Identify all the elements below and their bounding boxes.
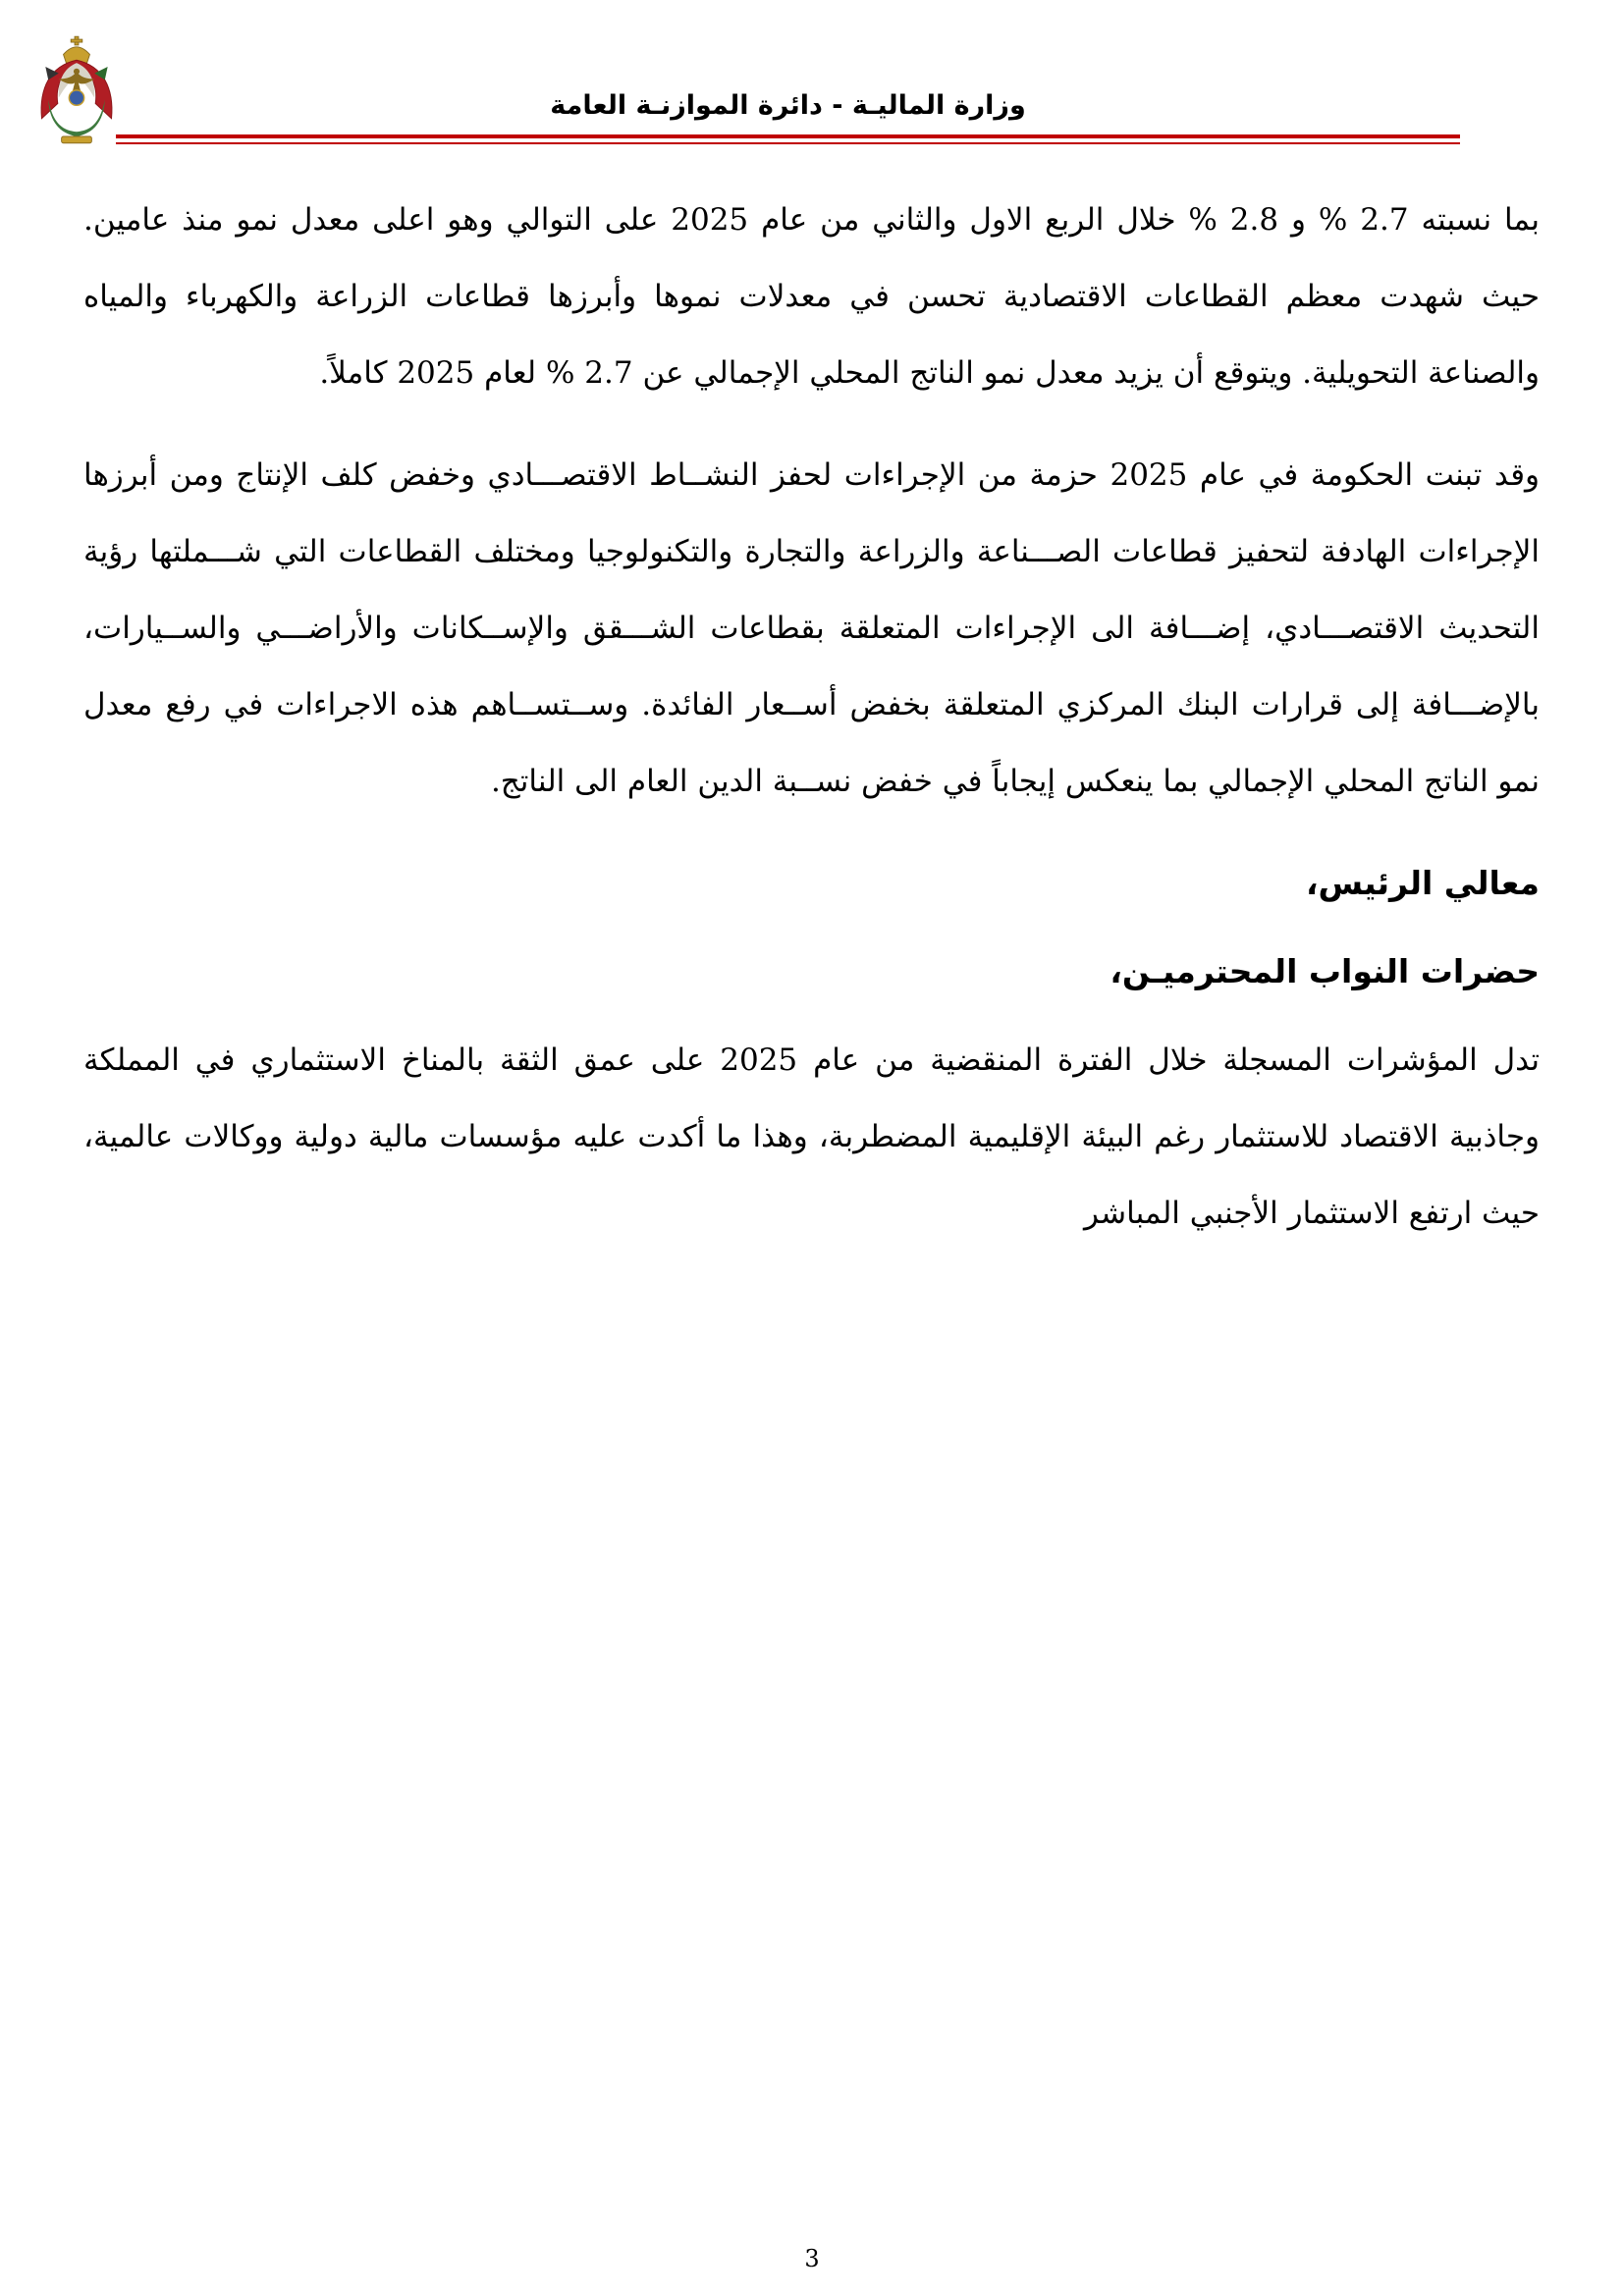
paragraph-investment-indicators: تدل المؤشرات المسجلة خلال الفترة المنقضية من عام 2025 على عمق الثقة بالمناخ الاستثماري في المملكة وجاذبية الاقتصاد للاستثمار رغم البيئة الإقليمية المضطربة، وهذا ما أكدت عليه مؤسسات مالية دولية ووكالات عالمية، حيث ارتفع الاستثمار الأجنبي المباشر <box>83 1042 1541 1231</box>
header-double-rule <box>116 134 1460 144</box>
ministry-header-title: وزارة الماليـة - دائرة الموازنـة العامة <box>550 90 1026 121</box>
heading-speaker-address: معالي الرئيس، <box>1306 864 1540 902</box>
page-footer <box>0 2245 1624 2272</box>
document-header <box>0 0 1624 144</box>
jordan-coat-of-arms-icon <box>29 33 124 145</box>
page-number: 3 <box>804 2245 820 2272</box>
heading-deputies-address: حضرات النواب المحترميـن، <box>1110 952 1540 990</box>
paragraph-growth-rates: بما نسبته 2.7 % و 2.8 % خلال الربع الاول والثاني من عام 2025 على التوالي وهو اعلى معدل نمو منذ عامين. حيث شهدت معظم القطاعات الاقتصادية تحسن في معدلات نموها وأبرزها قطاعات الزراعة والكهرباء والمياه والصناعة التحويلية. ويتوقع أن يزيد معدل نمو الناتج المحلي الإجمالي عن 2.7 % لعام 2025 كاملاً. <box>83 202 1540 391</box>
jordan-coat-of-arms-logo <box>29 33 124 145</box>
paragraph-government-measures: وقد تبنت الحكومة في عام 2025 حزمة من الإجراءات لحفز النشــاط الاقتصـــادي وخفض كلف الإنتاج ومن أبرزها الإجراءات الهادفة لتحفيز قطاعات الصـــناعة والزراعة والتجارة والتكنولوجيا ومختلف القطاعات التي شـــملتها رؤية التحديث الاقتصـــادي، إضـــافة الى الإجراءات المتعلقة بقطاعات الشـــقق والإســكانات والأراضـــي والســيارات، بالإضـــافة إلى قرارات البنك المركزي المتعلقة بخفض أســعار الفائدة. وســتســاهم هذه الاجراءات في رفع معدل نمو الناتج المحلي الإجمالي بما ينعكس إيجاباً في خفض نســبة الدين العام الى الناتج. <box>83 457 1540 799</box>
document-body <box>0 144 1624 1252</box>
